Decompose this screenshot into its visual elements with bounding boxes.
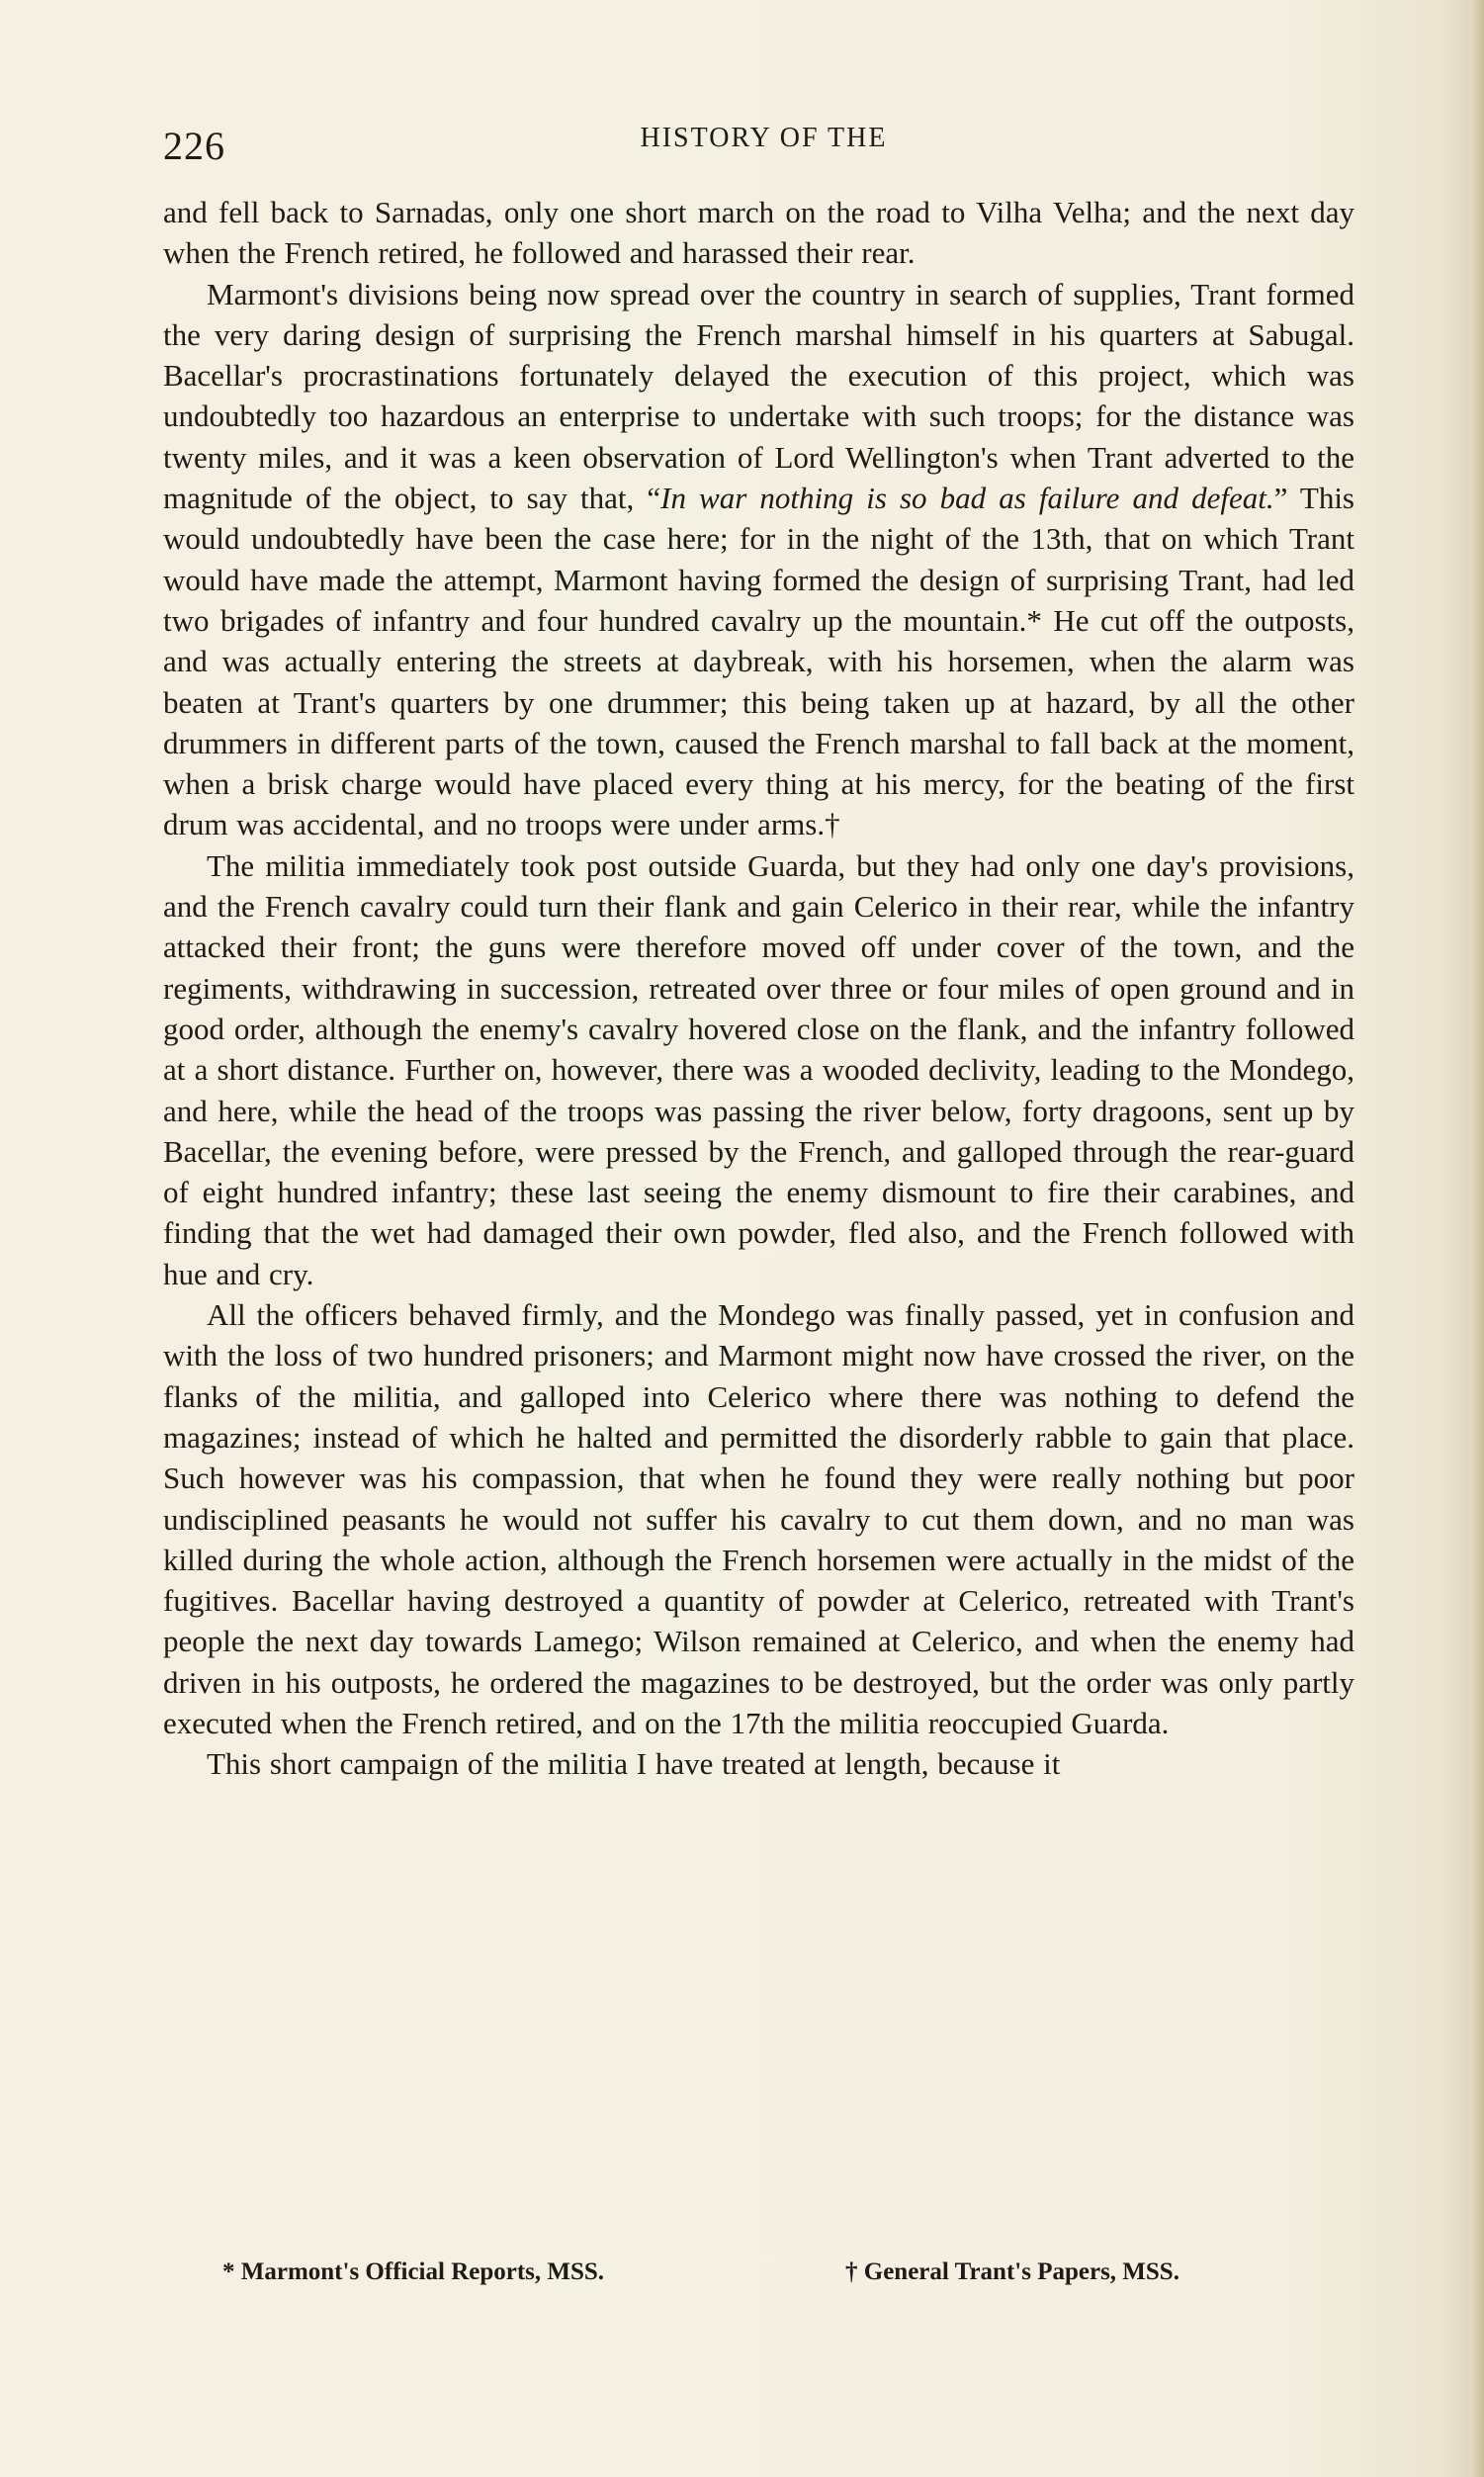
paragraph-2-part-a: Marmont's divisions being now spread over the country in search of supplies, Trant formed the very daring design of surprising the French marshal himself in his quarters at Sabugal. Bacellar's procrastinations fortunately delayed the execution of this project, which was undoubtedly too hazardous an enterprise to undertake with such troops; for the distance was twenty miles, and it was a keen observation of Lord Wellington's when Trant adverted to the magnitude of the object, to say that, “ <box>163 276 1354 516</box>
paragraph-5: This short campaign of the militia I have treated at length, because it <box>207 1746 1061 1782</box>
paragraph-2 <box>163 274 1354 845</box>
paragraph-3: The militia immediately took post outside Guarda, but they had only one day's provisions, and the French cavalry could turn their flank and gain Celerico in their rear, while the infantry attacked their front; the guns were therefore moved off under cover of the town, and the regiments, withdrawing in succession, retreated over three or four miles of open ground and in good order, although the enemy's cavalry hovered close on the flank, and the infantry followed at a short distance. Further on, however, there was a wooded declivity, leading to the Mondego, and here, while the head of the troops was passing the river below, forty dragoons, sent up by Bacellar, the evening before, were pressed by the French, and galloped through the rear-guard of eight hundred infantry; these last seeing the enemy dismount to fire their carabines, and finding that the wet had damaged their own powder, fled also, and the French followed with hue and cry. <box>163 847 1354 1291</box>
paragraph-2-part-b: ” This would undoubtedly have been the case here; for in the night of the 13th, that on which Trant would have made the attempt, Marmont having formed the design of surprising Trant, had led two brigades of infantry and four hundred cavalry up the mountain.* He cut off the outposts, and was actually entering the streets at daybreak, with his horsemen, when the alarm was beaten at Trant's quarters by one drummer; this being taken up at hazard, by all the other drummers in different parts of the town, caused the French marshal to fall back at the moment, when a brisk charge would have placed every thing at his mercy, for the beating of the first drum was accidental, and no troops were under arms.† <box>163 481 1354 842</box>
footnote-marmont: * Marmont's Official Reports, MSS. <box>222 2258 605 2285</box>
footnote-trant: † General Trant's Papers, MSS. <box>845 2258 1179 2285</box>
page-edge <box>1470 0 1484 2477</box>
page-number: 226 <box>163 124 225 168</box>
wellington-quote: In war nothing is so bad as failure and defeat. <box>660 481 1274 516</box>
running-head: HISTORY OF THE <box>640 123 888 153</box>
page-header <box>163 117 1364 170</box>
paragraph-4: All the officers behaved firmly, and the Mondego was finally passed, yet in confusion and with the loss of two hundred prisoners; and Marmont might now have crossed the river, on the flanks of the militia, and galloped into Celerico where there was nothing to defend the magazines; instead of which he halted and permitted the disorderly rabble to gain that place. Such however was his compassion, that when he found they were really nothing but poor undisciplined peasants he would not suffer his cavalry to cut them down, and no man was killed during the whole action, although the French horsemen were actually in the midst of the fugitives. Bacellar having destroyed a quantity of powder at Celerico, retreated with Trant's people the next day towards Lamego; Wilson remained at Celerico, and when the enemy had driven in his outposts, he ordered the magazines to be destroyed, but the order was only partly executed when the French retired, and on the 17th the militia reoccupied Guarda. <box>163 1297 1354 1740</box>
footnotes <box>163 2258 1354 2298</box>
paragraph-1: and fell back to Sarnadas, only one short march on the road to Vilha Velha; and the next day when the French retired, he followed and harassed their rear. <box>163 195 1354 271</box>
body-text <box>163 192 1354 1785</box>
